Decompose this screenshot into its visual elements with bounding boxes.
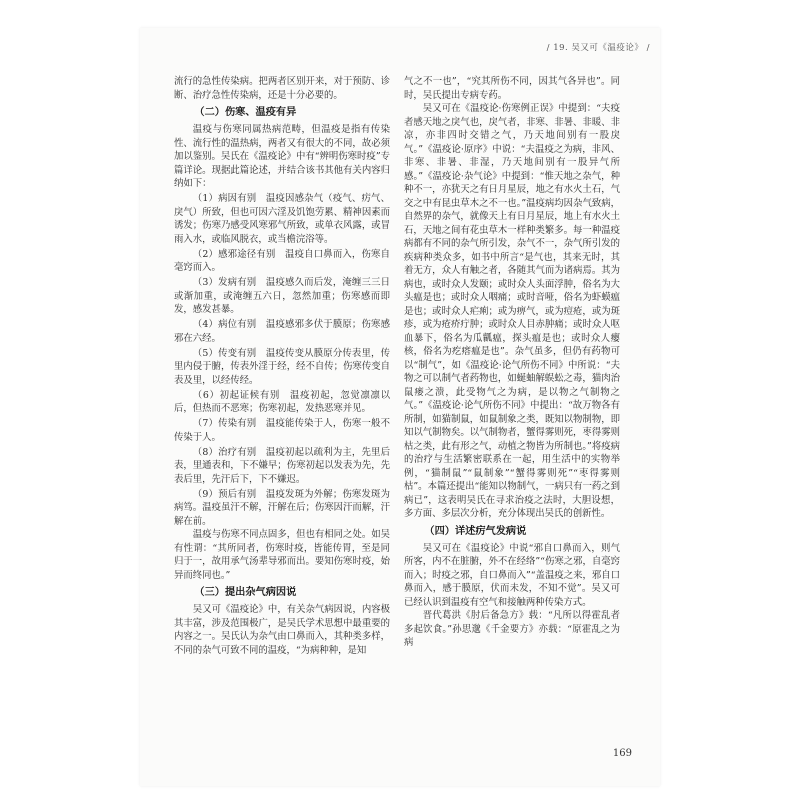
- right-column: [404, 75, 620, 650]
- section-heading: （二）伤寒、温疫有异: [194, 107, 297, 118]
- numbered-item: （2）感邪途径有别 温疫自口鼻而入，伤寒自毫窍而入。: [174, 248, 390, 273]
- section-heading: （三）提出杂气病因说: [194, 587, 297, 598]
- numbered-item: （3）发病有别 温疫感久而后发，淹缠三三日或渐加重，或淹缠五六日，忽然加重；伤寒感而即发，感发甚暴。: [174, 277, 390, 315]
- paragraph: 吴又可《温疫论》中，有关杂气病因说，内容极其丰富，涉及范围极广，是吴氏学术思想中最重要的内容之一。吴氏认为杂气由口鼻而入，其种类多样，不同的杂气可致不同的温疫，“为病种种，是知: [174, 604, 390, 656]
- page-number: 169: [612, 748, 632, 759]
- paragraph-continued: 气之不一也”，“究其所伤不同，因其气各异也”。同时，吴氏提出专病专药。: [404, 76, 620, 101]
- paragraph: 温疫与伤寒不同点固多，但也有相同之处。如吴有性谓：“其所同者，伤寒时疫，皆能传胃，至是同归于一，故用承气汤辈导邪而出。要知伤寒时疫，始异而终同也。”: [174, 529, 390, 581]
- numbered-item: （6）初起证候有别 温疫初起，忽觉凛凛以后，但热而不恶寒；伤寒初起，发热恶寒并见。: [174, 389, 390, 414]
- paragraph: 吴又可在《温疫论·伤寒例正误》中提到：“夫疫者感天地之戾气也，戾气者，非寒、非暑、非暖、非凉，亦非四时交错之气，乃天地间别有一股戾气。”《温疫论·原序》中说：“夫温疫之为病，非风、非寒、非暑、非湿，乃天地间别有一股异气所感。”《温疫论·杂气论》中提到：“惟天地之杂气，种种不一，亦犹天之有日月星辰，地之有水火土石，气交之中有昆虫草木之不一也。”温疫病均因杂气致病，自然界的杂气，就像天上有日月星辰，地上有水火土石，天地之间有花虫草木一样种类繁多。每一种温疫病都有不同的杂气所引发，杂气不一，杂气所引发的疾病种类众多，如书中所言“是气也，其来无时，其着无方，众人有触之者，各随其气而为诸病焉。其为病也，或时众人发颐；或时众人头面浮肿，俗名为大头瘟是也；或时众人咽痛；或时音哑，俗名为虾蟆瘟是也；或时众人疟痢；或为痹气，或为痘疮，或为斑疹，或为疮疥疔肿；或时众人目赤肿痛；或时众人呕血暴下，俗名为瓜瓤瘟，探头瘟是也；或时众人瘿核，俗名为疙瘩瘟是也”。杂气虽多，但仍有药物可以“制气”，如《温疫论·论气所伤不同》中所说：“夫物之可以制气者药物也，如蜒蚰解蜈蚣之毒，猫肉治鼠瘘之溃，此受物气之为病，是以物之气制物之气。”《温疫论·论气所伤不同》中提出：“故万物各有所制，如猫制鼠，如鼠制象之类，既知以物制物，即知以气制物矣。以气制物者，蟹得雾则死，枣得雾则枯之类，此有形之气，动植之物皆为所制也。”将疫病的治疗与生活繁密联系在一起，用生活中的实物举例，“猫制鼠”“鼠制象”“蟹得雾则死”“枣得雾则枯”。本篇还提出“能知以物制气，一病只有一药之到病已”，这表明吴氏在寻求治疫之法时，大胆设想，多方面、多层次分析，充分体现出吴氏的创新性。: [404, 103, 620, 519]
- section-heading: （四）详述疠气发病说: [424, 525, 527, 537]
- paragraph: 温疫与伤寒同属热病范畴，但温疫是指有传染性、流行性的温热病，两者又有很大的不同，故必须加以鉴别。吴氏在《温疫论》中有“辨明伤寒时疫”专篇详论。现据此篇论述，并结合该书其他有关内容归纳如下：: [174, 124, 390, 189]
- numbered-item: （7）传染有别 温疫能传染于人，伤寒一般不传染于人。: [174, 418, 390, 443]
- numbered-item: （5）传变有别 温疫传变从膜原分传表里，传里内侵于腑，传表外淫于经，经不自传；伤寒传变自表及里，以经传经。: [174, 347, 390, 386]
- numbered-item: （1）病因有别 温疫因感杂气（疫气、疠气、戾气）所致，但也可因六淫及饥饱劳累、精神因素而诱发；伤寒乃感受风寒邪气所致，或单衣风露，或冒雨入水，或临风脱衣，或当檐浣浴等。: [174, 193, 390, 245]
- paragraph-continued: 流行的急性传染病。把两者区别开来，对于预防、诊断、治疗急性传染病，还是十分必要的。: [174, 76, 390, 101]
- running-header: / 19. 吴又可《温疫论》 /: [546, 43, 650, 53]
- numbered-item: （8）治疗有别 温疫初起以疏利为主，先里后表，里通表和，下不嫌早；伤寒初起以发表为先，先表后里，先汗后下，下不嫌迟。: [174, 446, 390, 485]
- paragraph: 吴又可在《温疫论》中说“邪自口鼻而入，则气所客，内不在脏腑，外不在经络”“伤寒之邪，自毫窍而入；时疫之邪，自口鼻而入”“盖温疫之来，邪自口鼻而入，感于膜原，伏而未发，不知不觉”。吴又可已经认识到温疫有空气和接触两种传染方式。: [404, 542, 620, 608]
- numbered-item: （4）病位有别 温疫感邪多伏于膜原；伤寒感邪在六经。: [174, 319, 390, 344]
- left-column: [174, 75, 390, 657]
- paragraph: 晋代葛洪《肘后备急方》载：“凡所以得霍乱者多起饮食。”孙思邈《千金要方》亦载：“原霍乱之为病: [404, 610, 620, 648]
- numbered-item: （9）预后有别 温疫发斑为外解；伤寒发斑为病笃。温疫虽汗不解，汗解在后；伤寒因汗而解，汗解在前。: [174, 488, 390, 527]
